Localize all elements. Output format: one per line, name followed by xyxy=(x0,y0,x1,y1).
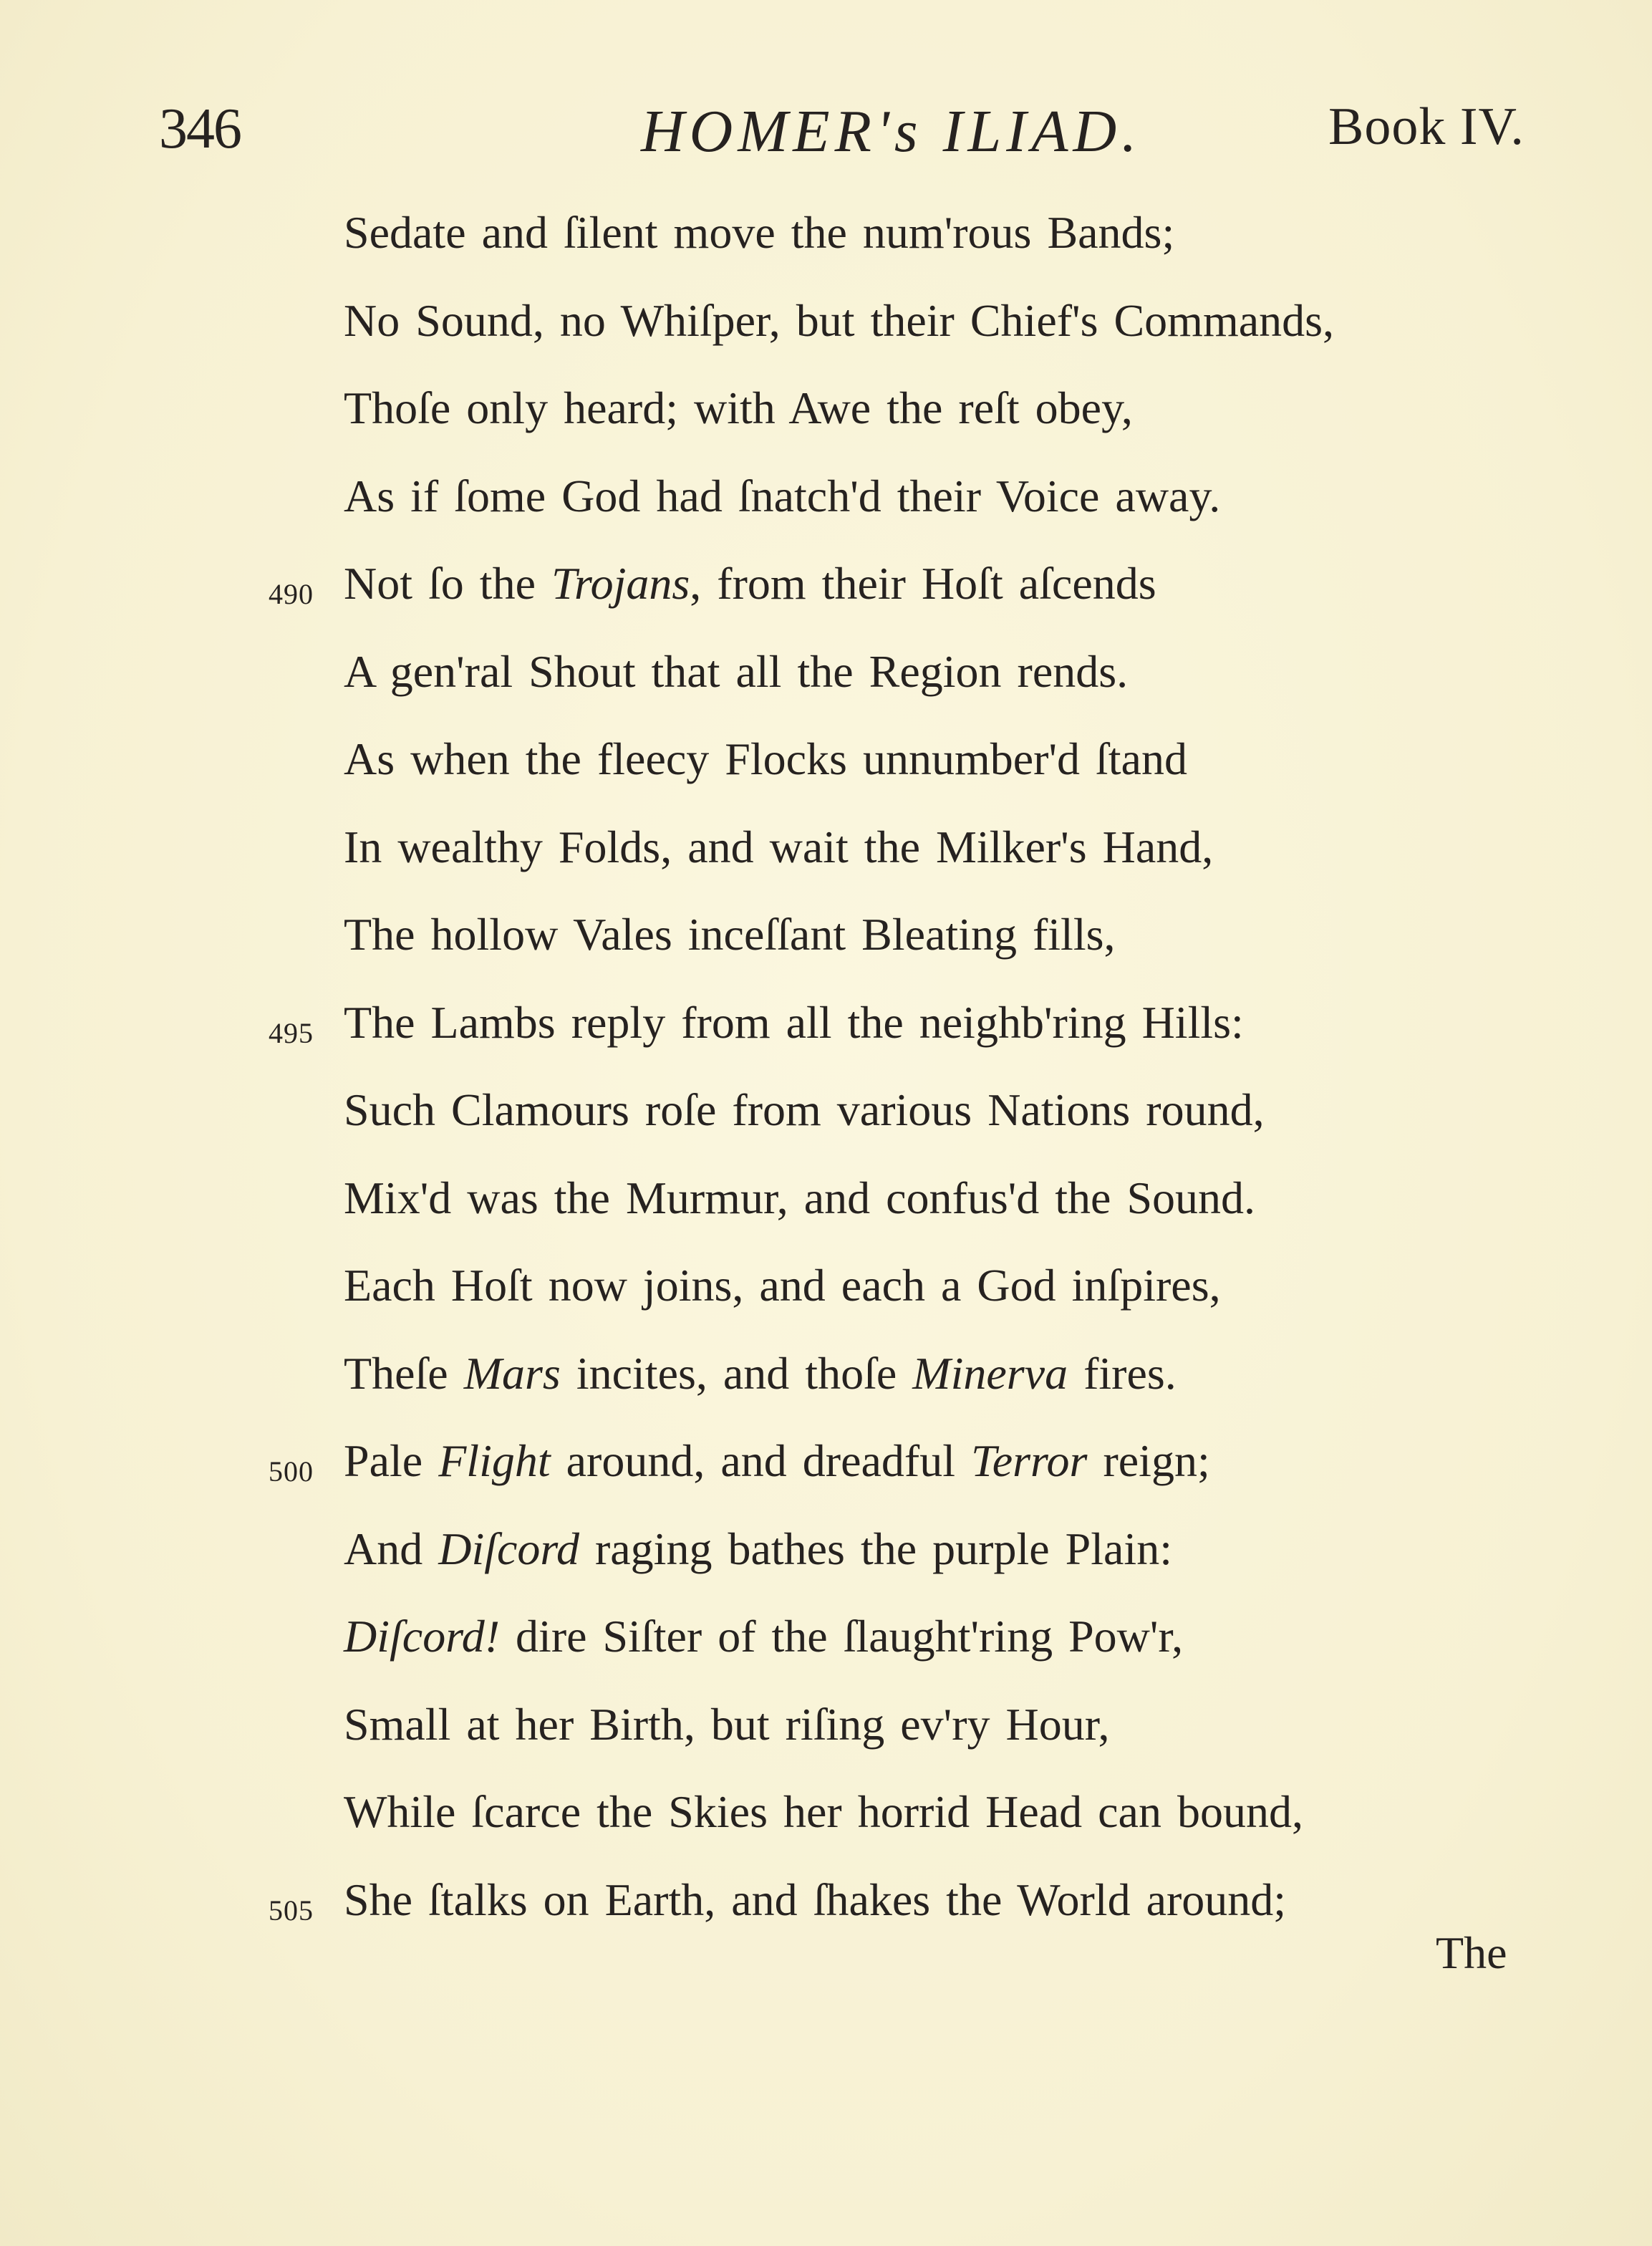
verse-segment: In wealthy Folds, and wait the Milker's Hand, xyxy=(344,821,1214,872)
verse-text xyxy=(344,908,1116,961)
italic-word: Minerva xyxy=(912,1347,1068,1399)
verse-segment: Theſe xyxy=(344,1347,464,1399)
line-number: 490 xyxy=(269,578,314,610)
running-title: HOMER's ILIAD. xyxy=(641,98,1142,165)
verse-text xyxy=(344,1698,1109,1751)
verse-segment: The Lambs reply from all the neighb'ring Hills: xyxy=(344,996,1244,1048)
line-number: 495 xyxy=(269,1016,314,1049)
verse-segment: And xyxy=(344,1523,439,1574)
verse-text xyxy=(344,1259,1221,1312)
verse-text xyxy=(344,557,1156,610)
verse-text xyxy=(344,1347,1177,1400)
verse-text xyxy=(344,1610,1183,1663)
verse-segment: As if ſome God had ſnatch'd their Voice away. xyxy=(344,470,1221,521)
verse-line xyxy=(0,1523,1652,1601)
verse-text xyxy=(344,206,1174,259)
line-number: 505 xyxy=(269,1894,314,1927)
verse-text xyxy=(344,733,1187,786)
verse-line xyxy=(0,1785,1652,1864)
italic-word: Terror xyxy=(970,1435,1088,1486)
verse-segment: Sedate and ſilent move the num'rous Bands; xyxy=(344,207,1175,258)
verse-line xyxy=(0,1435,1652,1513)
book-label: Book IV. xyxy=(1328,97,1525,156)
verse-segment: Mix'd was the Murmur, and confus'd the Sound. xyxy=(344,1172,1256,1223)
italic-word: Trojans xyxy=(551,558,690,609)
verse-segment: She ſtalks on Earth, and ſhakes the World around; xyxy=(344,1874,1287,1925)
verse-segment: raging bathes the purple Plain: xyxy=(579,1523,1172,1574)
verse-segment: The hollow Vales inceſſant Bleating fills, xyxy=(344,909,1116,960)
verse-text xyxy=(344,1172,1255,1225)
verse-segment: As when the fleecy Flocks unnumber'd ſtand xyxy=(344,733,1187,784)
verse-segment: around, and dreadful xyxy=(550,1435,971,1486)
verse-text xyxy=(344,645,1128,698)
verse-line xyxy=(0,206,1652,285)
verse-segment: incites, and thoſe xyxy=(560,1347,913,1399)
verse-line xyxy=(0,294,1652,373)
verse-segment: , from their Hoſt aſcends xyxy=(690,558,1156,609)
verse-segment: dire Siſter of the ſlaught'ring Pow'r, xyxy=(500,1611,1184,1662)
verse-segment: fires. xyxy=(1068,1347,1177,1399)
verse-text xyxy=(344,382,1133,435)
verse-line xyxy=(0,996,1652,1075)
italic-word: Flight xyxy=(438,1435,551,1486)
verse-line xyxy=(0,645,1652,724)
verse-line xyxy=(0,1172,1652,1250)
page-header xyxy=(0,97,1652,165)
page-number: 346 xyxy=(159,97,241,160)
verse-text xyxy=(344,1874,1286,1927)
verse-line xyxy=(0,557,1652,636)
line-number: 500 xyxy=(269,1455,314,1488)
verse-line xyxy=(0,821,1652,900)
verse-segment: No Sound, no Whiſper, but their Chief's Commands, xyxy=(344,294,1335,346)
verse-line xyxy=(0,1610,1652,1689)
catchword: The xyxy=(1436,1927,1507,1978)
verse-text xyxy=(344,470,1220,523)
verse-line xyxy=(0,382,1652,461)
verse-text xyxy=(344,1084,1265,1137)
verse-line xyxy=(0,1874,1652,1952)
verse-text xyxy=(344,1785,1303,1838)
verse-segment: reign; xyxy=(1087,1435,1210,1486)
verse-line xyxy=(0,470,1652,549)
italic-word: Diſcord! xyxy=(344,1611,501,1662)
verse-text xyxy=(344,1523,1172,1576)
verse-segment: While ſcarce the Skies her horrid Head can bound, xyxy=(344,1786,1303,1837)
verse-segment: Pale xyxy=(344,1435,439,1486)
verse-text xyxy=(344,996,1244,1049)
verse-segment: Small at her Birth, but riſing ev'ry Hour, xyxy=(344,1698,1110,1750)
verse-segment: Such Clamours roſe from various Nations round, xyxy=(344,1084,1265,1135)
verse-line xyxy=(0,1347,1652,1426)
verse-line xyxy=(0,733,1652,811)
verse-segment: Each Hoſt now joins, and each a God inſpires, xyxy=(344,1260,1221,1311)
verse-segment: A gen'ral Shout that all the Region rends. xyxy=(344,645,1129,697)
italic-word: Diſcord xyxy=(438,1523,579,1574)
verse-line xyxy=(0,1084,1652,1162)
verse-segment: Thoſe only heard; with Awe the reſt obey, xyxy=(344,382,1133,433)
verse-segment: Not ſo the xyxy=(344,558,551,609)
verse-line xyxy=(0,1698,1652,1777)
verse-text xyxy=(344,821,1213,874)
verse-text xyxy=(344,294,1334,347)
verse-text xyxy=(344,1435,1210,1488)
verse-line xyxy=(0,1259,1652,1338)
italic-word: Mars xyxy=(463,1347,561,1399)
verse-line xyxy=(0,908,1652,987)
